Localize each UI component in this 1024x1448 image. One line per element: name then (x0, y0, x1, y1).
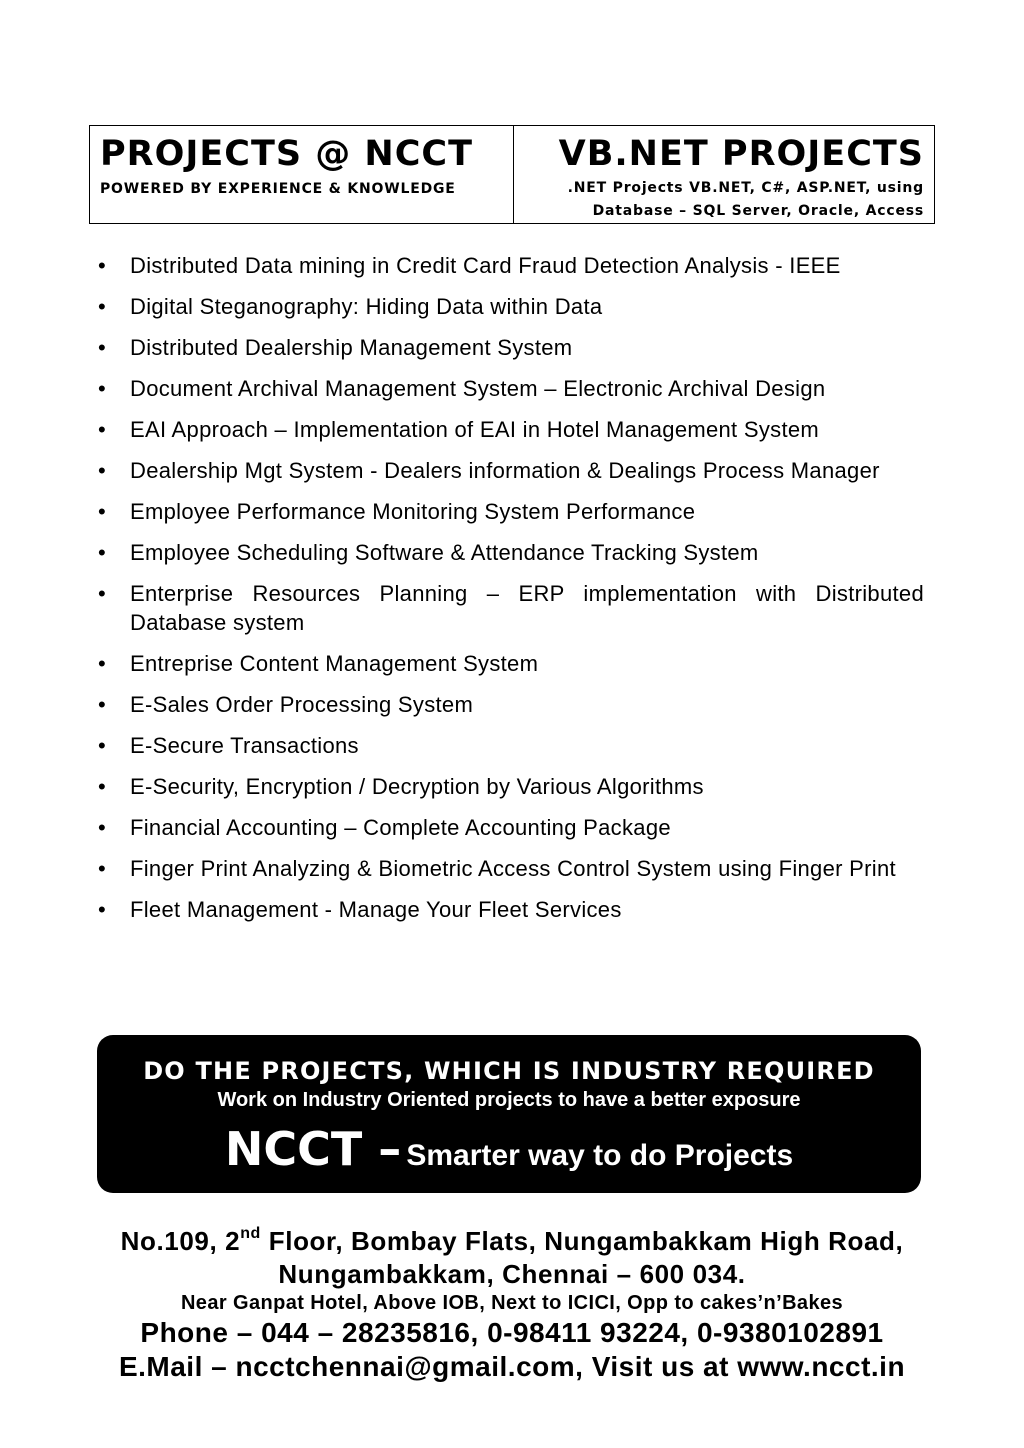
header-right-subtitle-line2: Database – SQL Server, Oracle, Access (592, 203, 924, 219)
bullet-icon: • (98, 540, 107, 565)
bullet-icon: • (98, 253, 107, 278)
phone-numbers: Phone – 044 – 28235816, 0-98411 93224, 0-9380102891 (140, 1317, 884, 1348)
bullet-icon: • (98, 581, 107, 606)
bullet-icon: • (98, 733, 107, 758)
promo-banner (97, 1035, 921, 1193)
header-right-cell (514, 126, 934, 223)
bullet-icon: • (98, 294, 107, 319)
bullet-icon: • (98, 458, 107, 483)
bullet-icon: • (98, 692, 107, 717)
list-item (98, 497, 924, 526)
project-title: Distributed Dealership Management System (130, 335, 573, 360)
address-landmarks: Near Ganpat Hotel, Above IOB, Next to ICICI, Opp to cakes’n’Bakes (180, 1292, 844, 1314)
bullet-icon: • (98, 897, 107, 922)
project-title: Entreprise Content Management System (130, 651, 539, 676)
project-list (98, 251, 924, 936)
address-superscript: nd (240, 1225, 261, 1242)
banner-tagline: Smarter way to do Projects (406, 1139, 794, 1172)
address-line-2: Nungambakkam, Chennai – 600 034. (278, 1259, 746, 1289)
header-left-title: PROJECTS @ NCCT (100, 134, 473, 174)
list-item (98, 374, 924, 403)
bullet-icon: • (98, 376, 107, 401)
project-title: Financial Accounting – Complete Accounting Package (130, 815, 671, 840)
header-right-title: VB.NET PROJECTS (558, 134, 924, 174)
list-item (98, 538, 924, 567)
list-item (98, 251, 924, 280)
project-title: Digital Steganography: Hiding Data within Data (130, 294, 603, 319)
banner-brand-line (97, 1122, 921, 1180)
list-item (98, 649, 924, 678)
list-item (98, 772, 924, 801)
address-suffix: Floor, Bombay Flats, Nungambakkam High Road, (260, 1226, 904, 1256)
list-item (98, 731, 924, 760)
project-title: Enterprise Resources Planning – ERP implementation with Distributed Database system (130, 581, 924, 635)
bullet-icon: • (98, 856, 107, 881)
email-website: E.Mail – ncctchennai@gmail.com, Visit us at www.ncct.in (118, 1351, 906, 1382)
project-title: E-Sales Order Processing System (130, 692, 474, 717)
project-title: Fleet Management - Manage Your Fleet Services (130, 897, 622, 922)
header-table (89, 125, 935, 224)
project-title: Dealership Mgt System - Dealers information & Dealings Process Manager (130, 458, 880, 483)
list-item (98, 895, 924, 924)
bullet-icon: • (98, 499, 107, 524)
header-left-subtitle: POWERED BY EXPERIENCE & KNOWLEDGE (100, 181, 456, 197)
banner-headline: DO THE PROJECTS, WHICH IS INDUSTRY REQUIRED (143, 1057, 875, 1085)
project-title: E-Security, Encryption / Decryption by Various Algorithms (130, 774, 704, 799)
bullet-icon: • (98, 815, 107, 840)
project-title: EAI Approach – Implementation of EAI in Hotel Management System (130, 417, 820, 442)
header-left-cell (90, 126, 514, 223)
banner-brand: NCCT – (224, 1122, 402, 1176)
project-title: Employee Performance Monitoring System Performance (130, 499, 696, 524)
address-prefix: No.109, 2 (120, 1226, 241, 1256)
header-right-subtitle-line1: .NET Projects VB.NET, C#, ASP.NET, using (567, 180, 924, 196)
contact-footer (90, 1225, 934, 1384)
project-title: Distributed Data mining in Credit Card Fraud Detection Analysis - IEEE (130, 253, 841, 278)
address-line-1 (90, 1225, 934, 1258)
bullet-icon: • (98, 417, 107, 442)
bullet-icon: • (98, 651, 107, 676)
list-item (98, 333, 924, 362)
project-title: Document Archival Management System – Electronic Archival Design (130, 376, 826, 401)
bullet-icon: • (98, 335, 107, 360)
banner-subline: Work on Industry Oriented projects to have a better exposure (217, 1089, 801, 1111)
bullet-icon: • (98, 774, 107, 799)
list-item (98, 854, 924, 883)
list-item (98, 292, 924, 321)
project-title: E-Secure Transactions (130, 733, 359, 758)
list-item (98, 579, 924, 637)
project-title: Finger Print Analyzing & Biometric Access Control System using Finger Print (130, 856, 896, 881)
list-item (98, 456, 924, 485)
list-item (98, 690, 924, 719)
list-item (98, 813, 924, 842)
project-title: Employee Scheduling Software & Attendance Tracking System (130, 540, 759, 565)
list-item (98, 415, 924, 444)
